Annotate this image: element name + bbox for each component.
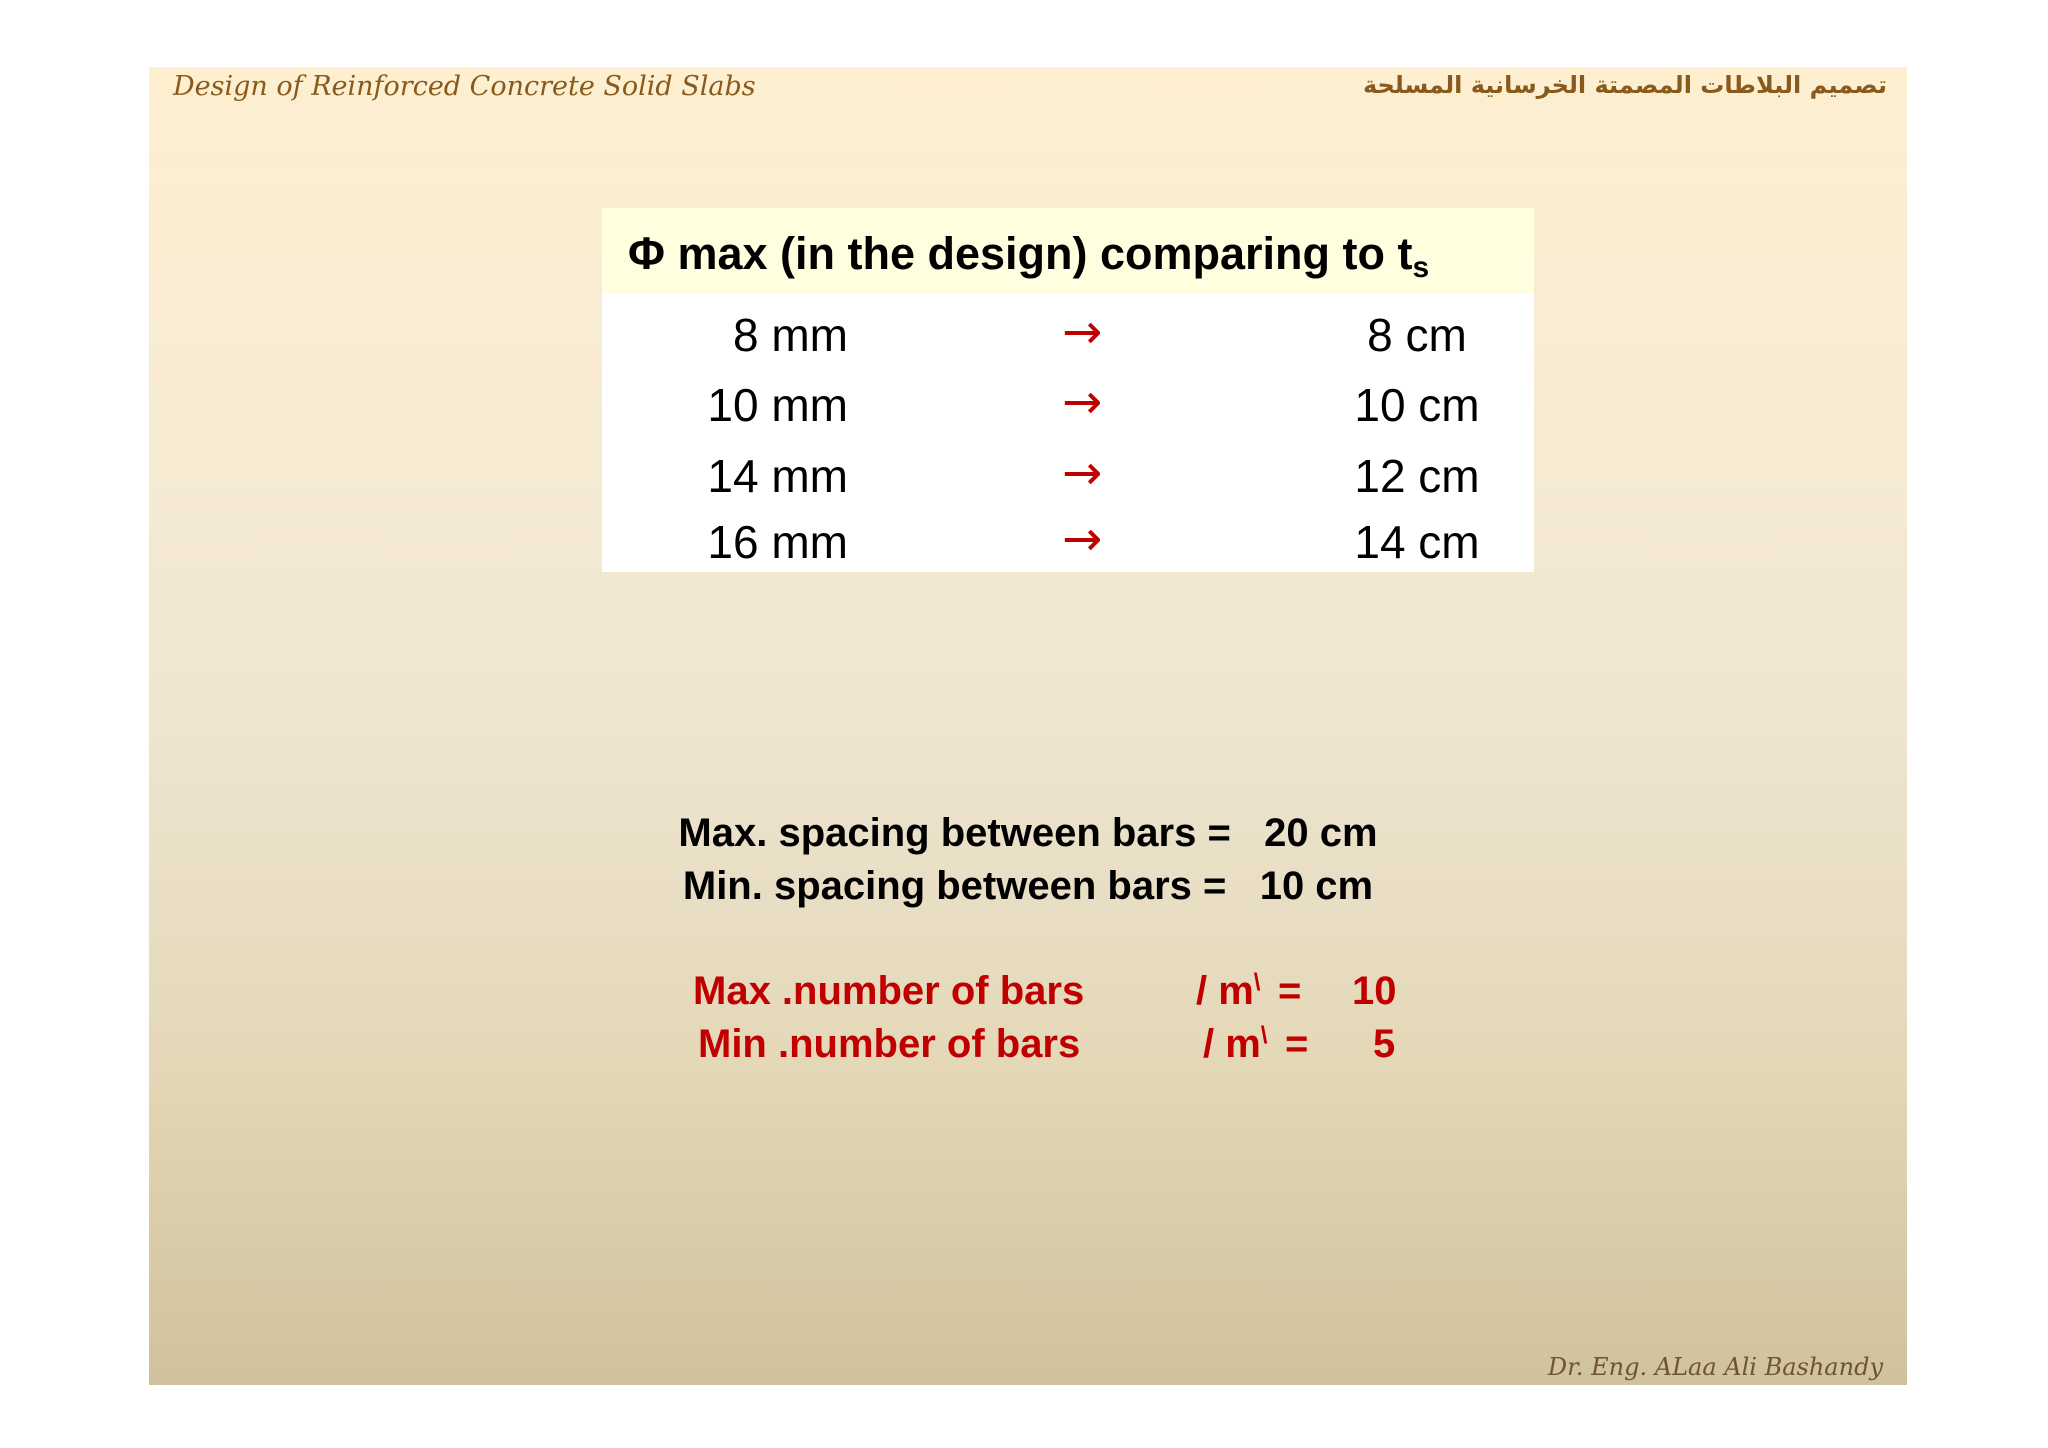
header-title-arabic: تصميم البلاطات المصمتة الخرسانية المسلحة xyxy=(1362,71,1887,99)
header-title-english: Design of Reinforced Concrete Solid Slabs xyxy=(173,71,756,102)
slab-thickness: 14 cm xyxy=(1354,516,1480,568)
max-bars-equals: = xyxy=(1278,969,1302,1013)
arrow-right-icon: → xyxy=(1062,445,1103,501)
phi-table-title xyxy=(628,228,1430,284)
min-bars-unit xyxy=(1203,1022,1267,1067)
phi-max-table xyxy=(602,208,1534,572)
table-row xyxy=(602,374,1534,438)
min-spacing-line: Min. spacing between bars = 10 cm xyxy=(682,864,1374,908)
slab-thickness: 8 cm xyxy=(1367,309,1467,361)
max-bars-value: 10 xyxy=(1352,969,1397,1013)
min-bars-label: Min .number of bars xyxy=(698,1022,1081,1066)
arrow-right-icon: → xyxy=(1062,304,1103,360)
slab-thickness: 12 cm xyxy=(1354,450,1480,502)
slide xyxy=(149,67,1907,1385)
bar-diameter: 8 mm xyxy=(733,309,848,361)
table-row xyxy=(602,445,1534,509)
max-bars-unit-prime: \ xyxy=(1253,969,1261,996)
bar-diameter: 14 mm xyxy=(707,450,848,502)
bar-diameter: 16 mm xyxy=(707,516,848,568)
bar-diameter: 10 mm xyxy=(707,379,848,431)
max-bars-unit xyxy=(1196,969,1260,1014)
max-bars-unit-text: / m xyxy=(1196,969,1254,1013)
min-bars-line xyxy=(149,1022,1907,1072)
min-bars-equals: = xyxy=(1285,1022,1309,1066)
phi-table-header xyxy=(602,208,1534,294)
min-bars-value: 5 xyxy=(1373,1022,1396,1066)
min-bars-unit-prime: \ xyxy=(1260,1022,1268,1049)
arrow-right-icon: → xyxy=(1062,374,1103,430)
table-row xyxy=(602,511,1534,575)
min-bars-unit-text: / m xyxy=(1203,1022,1261,1066)
max-spacing-line: Max. spacing between bars = 20 cm xyxy=(678,811,1378,855)
table-row xyxy=(602,304,1534,368)
footer-author: Dr. Eng. ALaa Ali Bashandy xyxy=(1547,1353,1883,1381)
arrow-right-icon: → xyxy=(1062,511,1103,567)
slab-thickness: 10 cm xyxy=(1354,379,1480,431)
max-bars-label: Max .number of bars xyxy=(693,969,1085,1013)
phi-table-title-text: Φ max (in the design) comparing to t xyxy=(628,228,1413,279)
phi-table-title-subscript: s xyxy=(1412,251,1430,284)
max-bars-line xyxy=(149,969,1907,1019)
